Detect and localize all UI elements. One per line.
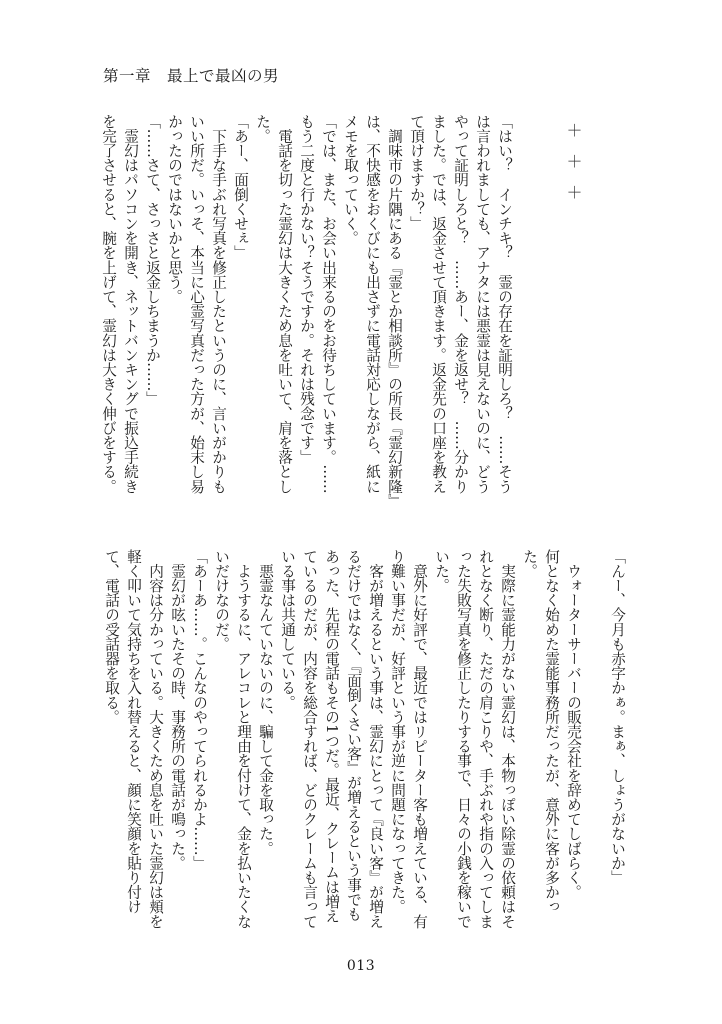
text-column: 内容は分かっている。大きくため息を吐いた霊幻は頬を xyxy=(147,549,164,929)
text-column: 軽く叩いて気持ちを入れ替えると、顔に笑顔を貼り付け xyxy=(125,549,142,914)
text-column: 実際に霊能力がない霊幻は、本物っぽい除霊の依頼はそ xyxy=(499,549,516,929)
text-column: 「……さて、さっさと返金しちまうか……」 xyxy=(144,114,161,406)
text-column: いい所だ。いっそ、本当に心霊写真だった方が、始末し易 xyxy=(188,114,205,494)
text-column: もう二度と行かない？そうですか。それは残念です」 xyxy=(298,114,315,465)
text-column: やって証明しろと？ ……あー、金を返せ？ ……分かり xyxy=(452,114,469,494)
text-column: った失敗写真を修正したりする事で、日々の小銭を稼いで xyxy=(455,549,472,929)
text-column: て、電話の受話器を取る。 xyxy=(103,549,120,725)
text-column: 何となく始めた霊能事務所だったが、意外に客が多かっ xyxy=(543,549,560,914)
text-column: り難い事だが、好評という事が逆に問題になってきた。 xyxy=(389,549,406,914)
text-column: 意外に好評で、最近ではリピーター客も増えている、有 xyxy=(411,549,428,929)
text-column: いる事は共通している。 xyxy=(279,549,296,710)
text-column: ウォーターサーバーの販売会社を辞めてしばらく。 xyxy=(565,549,582,900)
text-column: 客が増えるという事は、霊幻にとって『良い客』が増え xyxy=(367,549,384,929)
text-column: 「では、また、お会い出来るのをお待ちしています。…… xyxy=(320,114,337,494)
text-column: 電話を切った霊幻は大きくため息を吐いて、肩を落とし xyxy=(276,114,293,494)
text-column: た。 xyxy=(254,114,271,144)
text-column: 霊幻はパソコンを開き、ネットバンキングで振込手続き xyxy=(122,114,139,494)
text-column: 「はい？ インチキ？ 霊の存在を証明しろ？ ……そう xyxy=(496,114,513,494)
text-column: ているのだが、内容を総合すれば、どのクレームも言って xyxy=(301,549,318,929)
text-column: 悪霊なんていないのに、騙して金を取った。 xyxy=(257,549,274,856)
chapter-title: 第一章 最上で最凶の男 xyxy=(103,67,280,85)
text-column: は、不快感をおくびにも出さずに電話対応しながら、紙に xyxy=(364,114,381,494)
text-column: れとなく断り、ただの肩こりや、手ぶれや指の入ってしま xyxy=(477,549,494,929)
text-column: るだけではなく、『面倒くさい客』が増えるという事でも xyxy=(345,549,362,922)
text-column: て頂けますか？」 xyxy=(408,114,425,231)
section-break-marks: ＋＋＋ xyxy=(564,122,583,215)
text-column: かったのではないかと思う。 xyxy=(166,114,183,304)
text-column: メモを取っていく。 xyxy=(342,114,359,246)
text-column: 霊幻が呟いたその時、事務所の電話が鳴った。 xyxy=(169,549,186,871)
text-column: ようするに、アレコレと理由を付けて、金を払いたくな xyxy=(235,549,252,929)
text-column: を完了させると、腕を上げて、霊幻は大きく伸びをする。 xyxy=(100,114,117,494)
page-number: 013 xyxy=(346,958,376,974)
text-column: た。 xyxy=(521,549,538,579)
text-column: 「あーあ……。こんなのやってられるかよ……」 xyxy=(191,549,208,871)
text-column: 「あー、面倒くせぇ」 xyxy=(232,114,249,260)
text-column: 調味市の片隅にある『霊とか相談所』の所長『霊幻新隆』 xyxy=(386,114,403,509)
text-column: ました。では、返金させて頂きます。返金先の口座を教え xyxy=(430,114,447,494)
text-column: は言われましても、アナタには悪霊は見えないのに、どう xyxy=(474,114,491,494)
text-column: 「んー、今月も赤字かぁ。まぁ、しょうがないか」 xyxy=(609,549,626,885)
text-column: あった、先程の電話もその1つだ。最近、クレームは増え xyxy=(323,549,340,924)
text-column: いだけなのだ。 xyxy=(213,549,230,652)
text-column: 下手な手ぶれ写真を修正したというのに、言いがかりも xyxy=(210,114,227,494)
text-column: いた。 xyxy=(433,549,450,593)
